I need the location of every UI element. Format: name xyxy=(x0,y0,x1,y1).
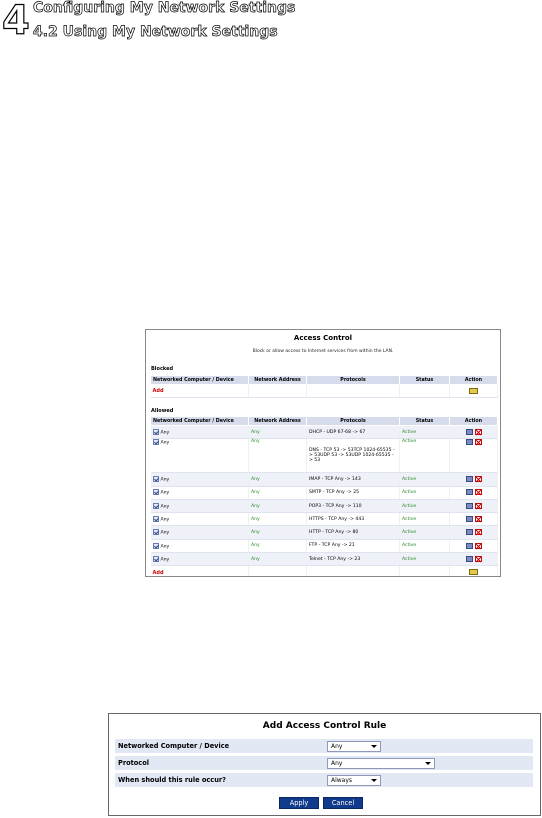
chevron-down-icon xyxy=(371,745,377,748)
add-row xyxy=(151,566,498,577)
action-cell xyxy=(450,473,498,486)
column-header-protocols: Protocols xyxy=(307,376,400,385)
status-cell: Active xyxy=(400,486,450,499)
device-value: Any xyxy=(160,544,170,550)
status-cell: Active xyxy=(400,513,450,526)
device-select-value: Any xyxy=(331,743,343,750)
schedule-label: When should this rule occur? xyxy=(118,776,226,784)
protocol-cell xyxy=(307,513,400,526)
schedule-row xyxy=(115,773,533,788)
column-header-status: Status xyxy=(400,376,450,385)
status-cell: Active xyxy=(400,426,450,439)
add-rule-title: Add Access Control Rule xyxy=(262,721,387,731)
chevron-down-icon xyxy=(371,779,377,782)
address-cell: Any xyxy=(249,513,307,526)
address-cell: Any xyxy=(249,526,307,539)
protocol-value: POP3 - TCP Any -> 110 xyxy=(309,503,362,509)
device-cell xyxy=(151,486,249,499)
add-rule-icon[interactable] xyxy=(469,569,478,575)
column-header-address: Network Address xyxy=(249,417,307,426)
protocol-value: FTP - TCP Any -> 21 xyxy=(309,543,355,549)
table-row xyxy=(151,486,498,499)
device-value: Any xyxy=(160,490,170,496)
edit-icon[interactable] xyxy=(466,556,473,562)
edit-icon[interactable] xyxy=(466,476,473,482)
address-cell: Any xyxy=(249,499,307,512)
edit-icon[interactable] xyxy=(466,529,473,535)
delete-icon[interactable] xyxy=(475,503,482,509)
protocol-select[interactable] xyxy=(327,758,435,769)
protocol-cell xyxy=(307,473,400,486)
column-header-status: Status xyxy=(400,417,450,426)
address-cell: Any xyxy=(249,553,307,566)
column-header-action: Action xyxy=(450,417,498,426)
device-cell xyxy=(151,439,249,473)
add-allowed-link[interactable]: Add xyxy=(151,566,249,577)
table-row xyxy=(151,526,498,539)
status-cell: Active xyxy=(400,439,450,473)
column-header-device: Networked Computer / Device xyxy=(151,376,249,385)
protocol-cell xyxy=(307,426,400,439)
device-select[interactable] xyxy=(327,741,381,752)
status-cell: Active xyxy=(400,499,450,512)
device-cell xyxy=(151,553,249,566)
device-value: Any xyxy=(160,557,170,563)
protocol-label: Protocol xyxy=(118,759,149,767)
action-cell xyxy=(450,539,498,552)
delete-icon[interactable] xyxy=(475,489,482,495)
table-row xyxy=(151,426,498,439)
rule-checkbox[interactable] xyxy=(153,516,159,522)
device-value: Any xyxy=(160,517,170,523)
delete-icon[interactable] xyxy=(475,543,482,549)
delete-icon[interactable] xyxy=(475,516,482,522)
status-cell: Active xyxy=(400,526,450,539)
address-cell: Any xyxy=(249,473,307,486)
allowed-section-label: Allowed xyxy=(151,408,174,414)
access-control-screenshot xyxy=(145,329,501,577)
edit-icon[interactable] xyxy=(466,503,473,509)
action-cell xyxy=(450,526,498,539)
rule-checkbox[interactable] xyxy=(153,439,159,445)
access-control-title: Access Control xyxy=(293,334,353,342)
action-cell xyxy=(450,513,498,526)
protocol-cell xyxy=(307,539,400,552)
cancel-button[interactable]: Cancel xyxy=(323,797,363,809)
status-cell: Active xyxy=(400,473,450,486)
protocol-value: DHCP - UDP 67-68 -> 67 xyxy=(309,429,366,435)
chapter-title: Configuring My Network Settings xyxy=(33,0,296,16)
protocol-sub-value: UDP 1024-65535 -> 53 xyxy=(309,453,394,464)
action-cell xyxy=(450,499,498,512)
device-value: Any xyxy=(160,530,170,536)
edit-icon[interactable] xyxy=(466,429,473,435)
protocol-cell xyxy=(307,499,400,512)
rule-checkbox[interactable] xyxy=(153,556,159,562)
status-cell: Active xyxy=(400,553,450,566)
device-cell xyxy=(151,513,249,526)
protocol-cell xyxy=(307,526,400,539)
table-row xyxy=(151,539,498,552)
protocol-value: HTTP - TCP Any -> 80 xyxy=(309,530,359,536)
delete-icon[interactable] xyxy=(475,439,482,445)
access-control-subtitle: Block or allow access to Internet services from within the LAN. xyxy=(252,349,394,354)
device-cell xyxy=(151,426,249,439)
rule-checkbox[interactable] xyxy=(153,543,159,549)
protocol-cell xyxy=(307,553,400,566)
rule-checkbox[interactable] xyxy=(153,489,159,495)
device-value: Any xyxy=(160,440,170,446)
delete-icon[interactable] xyxy=(475,556,482,562)
device-cell xyxy=(151,539,249,552)
address-cell: Any xyxy=(249,439,307,473)
column-header-device: Networked Computer / Device xyxy=(151,417,249,426)
allowed-table xyxy=(150,416,498,577)
table-row xyxy=(151,553,498,566)
protocol-value: HTTPS - TCP Any -> 443 xyxy=(309,516,365,522)
protocol-row xyxy=(115,756,533,771)
blocked-table xyxy=(150,375,498,398)
protocol-select-value: Any xyxy=(331,760,343,767)
schedule-select-value: Always xyxy=(331,777,353,784)
protocol-value: SMTP - TCP Any -> 25 xyxy=(309,490,360,496)
rule-checkbox[interactable] xyxy=(153,429,159,435)
column-header-protocols: Protocols xyxy=(307,417,400,426)
address-cell: Any xyxy=(249,539,307,552)
device-cell xyxy=(151,499,249,512)
protocol-cell xyxy=(307,439,400,473)
schedule-select[interactable] xyxy=(327,775,381,786)
protocol-sub-value: UDP 53 -> 53 xyxy=(320,453,352,459)
delete-icon[interactable] xyxy=(475,476,482,482)
protocol-value: DNS - TCP 53 -> 53 xyxy=(309,448,354,454)
delete-icon[interactable] xyxy=(475,429,482,435)
delete-icon[interactable] xyxy=(475,529,482,535)
device-value: Any xyxy=(160,504,170,510)
edit-icon[interactable] xyxy=(466,489,473,495)
edit-icon[interactable] xyxy=(466,439,473,445)
rule-checkbox[interactable] xyxy=(153,529,159,535)
add-rule-icon[interactable] xyxy=(469,388,478,394)
status-cell: Active xyxy=(400,539,450,552)
table-row xyxy=(151,513,498,526)
section-title: 4.2 Using My Network Settings xyxy=(33,24,278,40)
device-value: Any xyxy=(160,430,170,436)
edit-icon[interactable] xyxy=(466,543,473,549)
action-cell xyxy=(450,426,498,439)
column-header-address: Network Address xyxy=(249,376,307,385)
protocol-value: IMAP - TCP Any -> 143 xyxy=(309,476,361,482)
blocked-section-label: Blocked xyxy=(151,366,174,372)
address-cell: Any xyxy=(249,426,307,439)
chevron-down-icon xyxy=(425,762,431,765)
edit-icon[interactable] xyxy=(466,516,473,522)
protocol-cell xyxy=(307,486,400,499)
rule-checkbox[interactable] xyxy=(153,476,159,482)
device-value: Any xyxy=(160,477,170,483)
protocol-value: Telnet - TCP Any -> 23 xyxy=(309,556,361,562)
table-row xyxy=(151,473,498,486)
add-blocked-link[interactable]: Add xyxy=(151,385,249,398)
chapter-number: 4 xyxy=(2,0,30,44)
device-label: Networked Computer / Device xyxy=(118,742,230,750)
table-row xyxy=(151,499,498,512)
table-row xyxy=(151,439,498,473)
device-row xyxy=(115,739,533,754)
action-cell xyxy=(450,439,498,473)
add-rule-screenshot xyxy=(108,713,541,816)
protocol-sub-value: TCP 1024-65535 -> 53 xyxy=(309,448,395,459)
column-header-action: Action xyxy=(450,376,498,385)
action-cell xyxy=(450,486,498,499)
address-cell: Any xyxy=(249,486,307,499)
apply-button[interactable]: Apply xyxy=(279,797,319,809)
device-cell xyxy=(151,473,249,486)
device-cell xyxy=(151,526,249,539)
rule-checkbox[interactable] xyxy=(153,503,159,509)
action-cell xyxy=(450,553,498,566)
